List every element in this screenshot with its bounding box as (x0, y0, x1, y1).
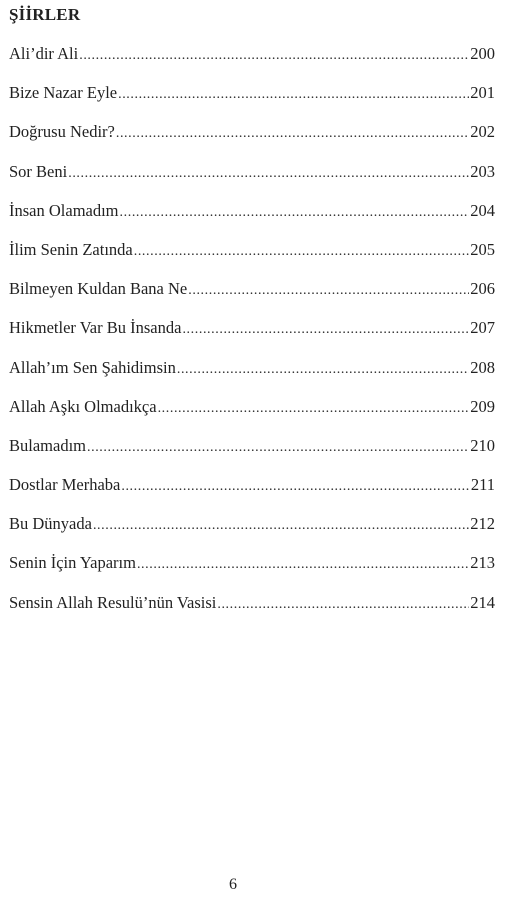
toc-entry-page: 205 (470, 239, 495, 259)
dot-leader (68, 164, 469, 184)
section-title: ŞİİRLER (9, 5, 81, 24)
toc-entry[interactable] (9, 44, 495, 83)
toc-entry-title: Ali’dir Ali (9, 44, 79, 63)
toc-entry[interactable] (9, 436, 495, 475)
toc-entry-page: 211 (470, 475, 495, 495)
page-number: 6 (229, 876, 237, 893)
toc-entry-page: 213 (470, 553, 495, 573)
dot-leader (93, 516, 469, 536)
toc-entry[interactable] (9, 162, 495, 201)
toc-entry-title: Sor Beni (9, 161, 68, 181)
toc-entry-title: Senin İçin Yaparım (9, 553, 136, 573)
toc-entry[interactable] (9, 122, 495, 161)
toc-entry[interactable] (9, 83, 495, 122)
toc-entry[interactable] (9, 475, 495, 514)
dot-leader (120, 203, 470, 223)
dot-leader (121, 477, 470, 497)
toc-entry-page: 200 (470, 44, 495, 63)
dot-leader (182, 320, 469, 340)
toc-entry[interactable] (9, 318, 495, 357)
dot-leader (118, 85, 469, 105)
toc-entry-title: İnsan Olamadım (9, 200, 119, 220)
toc-entry[interactable] (9, 397, 495, 436)
toc-entry-page: 210 (470, 435, 495, 455)
toc-entry-title: Dostlar Merhaba (9, 475, 121, 495)
dot-leader (137, 555, 469, 575)
toc-entry-title: Bilmeyen Kuldan Bana Ne (9, 279, 188, 299)
dot-leader (188, 281, 469, 301)
toc-entry-page: 201 (470, 83, 495, 103)
toc-entry-title: Doğrusu Nedir? (9, 122, 115, 142)
toc-entry[interactable] (9, 593, 495, 632)
toc-entry-title: Bulamadım (9, 435, 86, 455)
dot-leader (87, 438, 469, 458)
toc-entry-title: Hikmetler Var Bu İnsanda (9, 318, 182, 338)
toc-entry[interactable] (9, 358, 495, 397)
dot-leader (116, 124, 469, 144)
toc-entry[interactable] (9, 240, 495, 279)
toc-entry-page: 207 (470, 318, 495, 338)
dot-leader (158, 399, 470, 419)
toc-entry-title: Bize Nazar Eyle (9, 83, 118, 103)
dot-leader (217, 595, 469, 615)
dot-leader (134, 242, 470, 262)
toc-entry[interactable] (9, 514, 495, 553)
toc-entry-title: Bu Dünyada (9, 514, 92, 534)
toc-entry-page: 202 (470, 122, 495, 142)
toc-entry-page: 214 (470, 592, 495, 612)
toc-entry[interactable] (9, 279, 495, 318)
table-of-contents (9, 44, 495, 632)
toc-entry-title: Allah Aşkı Olmadıkça (9, 396, 157, 416)
toc-entry-page: 203 (470, 161, 495, 181)
toc-entry-page: 212 (470, 514, 495, 534)
toc-entry-page: 208 (470, 357, 495, 377)
toc-entry[interactable] (9, 553, 495, 592)
toc-entry[interactable] (9, 201, 495, 240)
toc-entry-title: İlim Senin Zatında (9, 239, 133, 259)
dot-leader (177, 360, 469, 380)
toc-entry-page: 206 (470, 279, 495, 299)
toc-entry-page: 209 (470, 396, 495, 416)
toc-entry-title: Allah’ım Sen Şahidimsin (9, 357, 176, 377)
toc-entry-title: Sensin Allah Resulü’nün Vasisi (9, 592, 217, 612)
dot-leader (79, 46, 469, 66)
toc-entry-page: 204 (470, 200, 495, 220)
